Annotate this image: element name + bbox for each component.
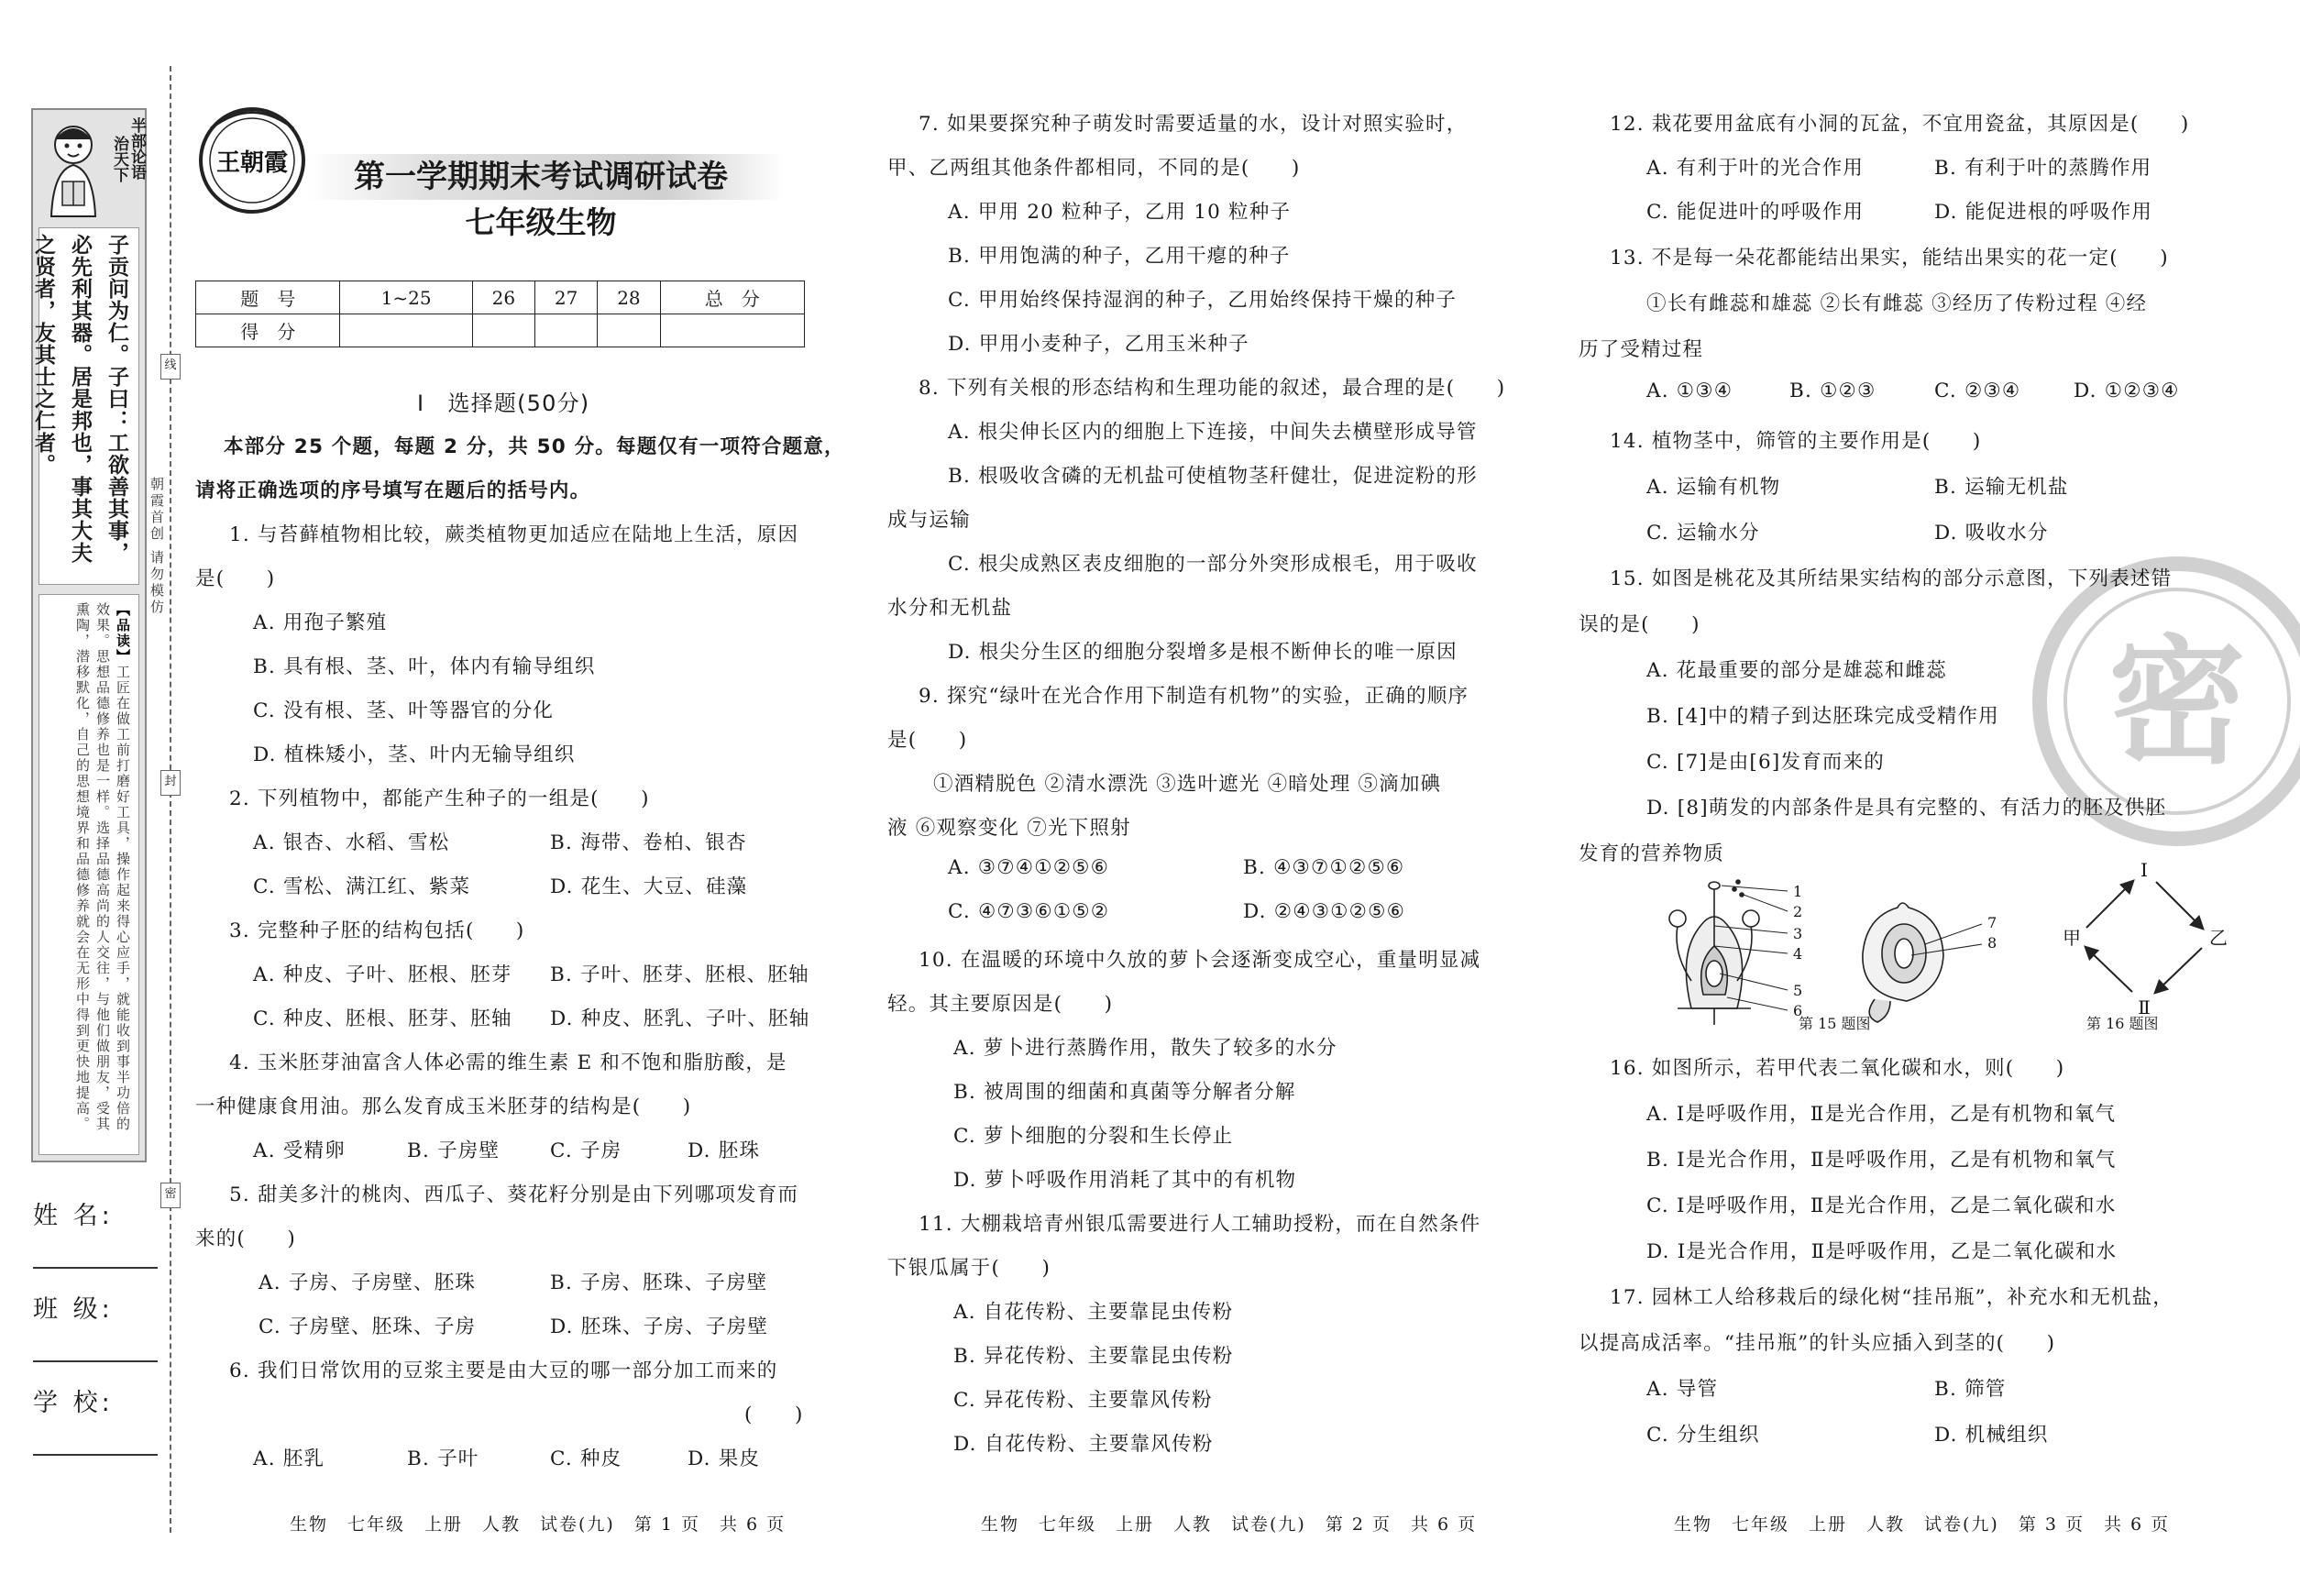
page1-line: 请将正确选项的序号填写在题后的括号内。: [195, 479, 591, 502]
page2-line: 11. 大棚栽培青州银瓜需要进行人工辅助授粉，而在自然条件: [919, 1213, 1481, 1236]
page2-line: A. 甲用 20 粒种子，乙用 10 粒种子: [948, 201, 1292, 224]
fig16-label-left: 甲: [2063, 927, 2081, 949]
page3-line: 13. 不是每一朵花都能结出果实，能结出果实的花一定( ): [1610, 247, 2169, 270]
page3-line: C. Ⅰ是呼吸作用，Ⅱ是光合作用，乙是二氧化碳和水: [1646, 1194, 2117, 1217]
wangzhaoxia-logo: [193, 101, 312, 220]
page1-line: B. 子叶: [407, 1447, 479, 1470]
figure-16: [2053, 853, 2237, 1018]
page2-line: 10. 在温暖的环境中久放的萝卜会逐渐变成空心，重量明显减: [919, 949, 1481, 972]
page2-line: C. 甲用始终保持湿润的种子，乙用始终保持干燥的种子: [948, 289, 1458, 312]
school-line: [33, 1454, 158, 1456]
page1-line: 5. 甜美多汁的桃肉、西瓜子、葵花籽分别是由下列哪项发育而: [229, 1183, 799, 1206]
page3-line: D. 能促进根的呼吸作用: [1934, 201, 2153, 224]
fig16-label-bottom: Ⅱ: [2138, 996, 2151, 1018]
page2-line: 下银瓜属于( ): [887, 1257, 1051, 1280]
page1-line: D. 果皮: [688, 1447, 761, 1470]
page3-line: C. 运输水分: [1646, 522, 1760, 545]
page2-footer: 生物 七年级 上册 人教 试卷(九) 第 2 页 共 6 页: [981, 1514, 1478, 1535]
page3-line: 15. 如图是桃花及其所结果实结构的部分示意图，下列表述错: [1610, 567, 2173, 590]
page3-line: B. 运输无机盐: [1934, 476, 2069, 499]
scholar-mascot-icon: [39, 117, 108, 220]
page1-line: D. 花生、大豆、硅藻: [550, 875, 748, 898]
page2-line: C. 根尖成熟区表皮细胞的一部分外突形成根毛，用于吸收: [948, 553, 1478, 576]
page1-line: A. 受精卵: [253, 1139, 346, 1162]
seal-stamp-watermark: [2026, 550, 2300, 853]
pindu-label: 【品读】: [115, 602, 131, 665]
page2-line: B. ④③⑦①②⑤⑥: [1243, 856, 1405, 879]
page3-line: C. [7]是由[6]发育而来的: [1646, 751, 1885, 774]
page2-line: A. 根尖伸长区内的细胞上下连接，中间失去横壁形成导管: [948, 421, 1478, 444]
page1-line: A. 子房、子房壁、胚珠: [259, 1271, 477, 1294]
page2-line: B. 甲用饱满的种子，乙用干瘪的种子: [948, 245, 1291, 268]
page3-line: B. 有利于叶的蒸腾作用: [1934, 157, 2152, 180]
page1-line: B. 海带、卷柏、银杏: [550, 831, 747, 854]
motto-head-1: 半部论语: [127, 117, 146, 180]
page1-line: A. 胚乳: [253, 1447, 325, 1470]
page3-line: B. Ⅰ是光合作用，Ⅱ是呼吸作用，乙是有机物和氧气: [1646, 1149, 2117, 1172]
page1-line: D. 植株矮小，茎、叶内无输导组织: [253, 743, 576, 766]
page1-line: D. 胚珠、子房、子房壁: [550, 1315, 769, 1338]
seal-cut-line: [170, 66, 171, 1533]
page3-line: A. Ⅰ是呼吸作用，Ⅱ是光合作用，乙是有机物和氧气: [1646, 1103, 2117, 1126]
page1-line: 本部分 25 个题，每题 2 分，共 50 分。每题仅有一项符合题意，: [224, 435, 845, 458]
fig15-label-3: 3: [1793, 925, 1803, 942]
page1-line: 2. 下列植物中，都能产生种子的一组是( ): [229, 787, 650, 810]
peach-flower-drawing: [1669, 880, 1759, 1025]
page2-line: 成与运输: [887, 509, 971, 532]
stamp-text: 密: [2107, 623, 2247, 783]
class-label: 班 级:: [33, 1295, 114, 1324]
page2-line: A. 萝卜进行蒸腾作用，散失了较多的水分: [953, 1037, 1337, 1060]
page2-line: B. 根吸收含磷的无机盐可使植物茎秆健壮，促进淀粉的形: [948, 465, 1478, 488]
page3-line: 发育的营养物质: [1579, 842, 1724, 865]
page1-line: ( ): [744, 1403, 804, 1426]
page1-line: A. 银杏、水稻、雪松: [253, 831, 450, 854]
cut-mark-xian: 线: [160, 354, 181, 380]
page3-line: D. 吸收水分: [1934, 522, 2049, 545]
page2-line: D. 根尖分生区的细胞分裂增多是根不断伸长的唯一原因: [948, 641, 1458, 664]
class-line: [33, 1360, 158, 1362]
page3-line: C. ②③④: [1934, 380, 2021, 402]
fig15-label-4: 4: [1793, 945, 1803, 963]
motto-panel: [31, 108, 147, 1162]
score-input-cell[interactable]: [598, 314, 660, 347]
page1-line: 6. 我们日常饮用的豆浆主要是由大豆的哪一部分加工而来的: [229, 1359, 778, 1382]
page1-line: C. 没有根、茎、叶等器官的分化: [253, 699, 555, 722]
page3-line: 以提高成活率。“挂吊瓶”的针头应插入到茎的( ): [1579, 1332, 2056, 1355]
page3-line: 历了受精过程: [1579, 338, 1704, 361]
page3-line: 12. 栽花要用盆底有小洞的瓦盆，不宜用瓷盆，其原因是( ): [1610, 113, 2190, 136]
page1-line: B. 具有根、茎、叶，体内有输导组织: [253, 655, 596, 678]
exam-title: 第一学期期末考试调研试卷: [354, 159, 728, 195]
pindu-panel: [39, 594, 139, 1155]
page3-line: A. 运输有机物: [1646, 476, 1781, 499]
class-field[interactable]: [33, 1285, 158, 1379]
page2-line: B. 被周围的细菌和真菌等分解者分解: [953, 1081, 1296, 1104]
page3-line: C. 能促进叶的呼吸作用: [1646, 201, 1865, 224]
page3-line: ①长有雌蕊和雄蕊 ②长有雌蕊 ③经历了传粉过程 ④经: [1646, 292, 2148, 315]
page2-line: D. 萝卜呼吸作用消耗了其中的有机物: [953, 1169, 1297, 1192]
score-input-cell[interactable]: [660, 314, 804, 347]
name-label: 姓 名:: [33, 1202, 114, 1230]
score-cell: 27: [535, 281, 598, 314]
score-table: [195, 281, 805, 347]
name-line: [33, 1267, 158, 1269]
page1-line: D. 种皮、胚乳、子叶、胚轴: [550, 1007, 810, 1030]
fig15-label-7: 7: [1987, 914, 1997, 931]
score-cell: 总 分: [660, 281, 804, 314]
page1-line: 3. 完整种子胚的结构包括( ): [229, 919, 525, 942]
page3-line: A. 有利于叶的光合作用: [1646, 157, 1865, 180]
page3-line: 17. 园林工人给移栽后的绿化树“挂吊瓶”，补充水和无机盐，: [1610, 1286, 2174, 1309]
page1-line: 1. 与苔藓植物相比较，蕨类植物更加适应在陆地上生活，原因: [229, 523, 799, 546]
page3-line: 14. 植物茎中，筛管的主要作用是( ): [1610, 430, 1982, 453]
page3-line: A. ①③④: [1646, 380, 1733, 402]
page1-line: 来的( ): [195, 1227, 296, 1250]
score-cell: 题 号: [196, 281, 340, 314]
page2-line: 液 ⑥观察变化 ⑦光下照射: [887, 817, 1131, 840]
section-title: Ⅰ 选择题(50分): [417, 391, 590, 416]
score-input-cell[interactable]: [535, 314, 598, 347]
page2-line: 7. 如果要探究种子萌发时需要适量的水，设计对照实验时，: [919, 113, 1468, 136]
fig15-caption: 第 15 题图: [1799, 1015, 1871, 1032]
page2-line: 9. 探究“绿叶在光合作用下制造有机物”的实验，正确的顺序: [919, 685, 1469, 708]
logo-text: 王朝霞: [215, 149, 289, 177]
page3-footer: 生物 七年级 上册 人教 试卷(九) 第 3 页 共 6 页: [1674, 1514, 2171, 1535]
page3-line: A. 导管: [1646, 1378, 1719, 1401]
cut-mark-feng: 封: [160, 770, 181, 796]
page1-line: B. 子房、胚珠、子房壁: [550, 1271, 768, 1294]
page3-line: B. ①②③: [1789, 380, 1876, 402]
page1-line: D. 胚珠: [688, 1139, 761, 1162]
fig16-label-top: Ⅰ: [2140, 859, 2148, 881]
page2-line: D. 甲用小麦种子，乙用玉米种子: [948, 333, 1249, 356]
fig15-label-2: 2: [1793, 903, 1803, 920]
score-cell: 28: [598, 281, 660, 314]
score-cell: 26: [472, 281, 534, 314]
page2-line: 甲、乙两组其他条件都相同，不同的是( ): [887, 157, 1301, 180]
fig15-label-6: 6: [1793, 1002, 1803, 1019]
page3-line: D. [8]萌发的内部条件是具有完整的、有活力的胚及供胚: [1646, 797, 2167, 820]
page1-line: 是( ): [195, 567, 276, 590]
page2-line: ①酒精脱色 ②清水漂洗 ③选叶遮光 ④暗处理 ⑤滴加碘: [933, 773, 1442, 796]
fig16-caption: 第 16 题图: [2086, 1015, 2159, 1032]
page2-line: 是( ): [887, 729, 968, 752]
page1-line: 一种健康食用油。那么发育成玉米胚芽的结构是( ): [195, 1095, 692, 1118]
fig15-label-8: 8: [1987, 934, 1997, 952]
analects-quote: 子贡问为仁。子曰：工欲善其事，必先利其器。居是邦也，事其大夫之贤者，友其士之仁者。: [39, 227, 139, 585]
cut-mark-mi: 密: [160, 1183, 181, 1208]
page2-line: B. 异花传粉、主要靠昆虫传粉: [953, 1345, 1234, 1368]
school-label: 学 校:: [33, 1389, 114, 1417]
page3-line: D. ①②③④: [2074, 380, 2180, 402]
page2-line: 8. 下列有关根的形态结构和生理功能的叙述，最合理的是( ): [919, 377, 1506, 400]
page1-line: C. 种皮、胚根、胚芽、胚轴: [253, 1007, 512, 1030]
page1-line: C. 雪松、满江红、紫菜: [253, 875, 471, 898]
page3-line: D. Ⅰ是光合作用，Ⅱ是呼吸作用，乙是二氧化碳和水: [1646, 1240, 2118, 1263]
page1-line: B. 子叶、胚芽、胚根、胚轴: [550, 963, 809, 986]
page3-line: 16. 如图所示，若甲代表二氧化碳和水，则( ): [1610, 1057, 2065, 1080]
page1-footer: 生物 七年级 上册 人教 试卷(九) 第 1 页 共 6 页: [290, 1514, 787, 1535]
copyright-note: 朝霞首创 请勿模仿: [149, 477, 165, 616]
figure-15: [1650, 871, 2035, 1027]
pindu-text: 工匠在做工前打磨好工具，操作起来得心应手，就能收到事半功倍的效果。思想品德修养也是一样。选择品德高尚的人交往，与他们做朋友，受其熏陶，潜移默化，自己的思想境界和品德修养就会在无形中得到更快地提高。: [74, 602, 131, 1132]
fig15-label-1: 1: [1793, 883, 1803, 900]
page1-line: 4. 玉米胚芽油富含人体必需的维生素 E 和不饱和脂肪酸，是: [229, 1051, 787, 1074]
page3-line: D. 机械组织: [1934, 1424, 2049, 1447]
motto-head-2: 治天下: [110, 136, 128, 182]
motto-heading: [110, 117, 146, 220]
student-info-fields: [33, 1192, 158, 1472]
score-input-cell[interactable]: [340, 314, 472, 347]
page1-line: C. 种皮: [550, 1447, 622, 1470]
page1-line: C. 子房: [550, 1139, 622, 1162]
page1-line: A. 种皮、子叶、胚根、胚芽: [253, 963, 512, 986]
page2-line: D. 自花传粉、主要靠风传粉: [953, 1433, 1214, 1456]
page3-line: C. 分生组织: [1646, 1424, 1760, 1447]
page1-line: A. 用孢子繁殖: [253, 611, 388, 634]
page2-line: D. ②④③①②⑤⑥: [1243, 900, 1406, 923]
school-field[interactable]: [33, 1379, 158, 1472]
page1-line: C. 子房壁、胚珠、子房: [259, 1315, 477, 1338]
page2-line: C. 异花传粉、主要靠风传粉: [953, 1389, 1213, 1412]
page2-line: 轻。其主要原因是( ): [887, 993, 1114, 1016]
fig16-label-right: 乙: [2209, 927, 2228, 949]
page2-line: 水分和无机盐: [887, 597, 1013, 620]
score-table-header-row: [196, 281, 805, 314]
page2-line: A. ③⑦④①②⑤⑥: [948, 856, 1110, 879]
fig15-label-5: 5: [1793, 982, 1803, 999]
page3-line: 误的是( ): [1579, 613, 1700, 636]
score-table-score-row: [196, 314, 805, 347]
peach-fruit-drawing: [1863, 903, 1943, 1022]
exam-subtitle: 七年级生物: [465, 204, 617, 240]
page3-line: B. [4]中的精子到达胚珠完成受精作用: [1646, 705, 1999, 728]
page2-line: C. ④⑦③⑥①⑤②: [948, 900, 1110, 923]
score-cell: 得 分: [196, 314, 340, 347]
page3-line: A. 花最重要的部分是雄蕊和雌蕊: [1646, 659, 1947, 682]
name-field[interactable]: [33, 1192, 158, 1285]
page1-line: B. 子房壁: [407, 1139, 501, 1162]
page3-line: B. 筛管: [1934, 1378, 2007, 1401]
page2-line: C. 萝卜细胞的分裂和生长停止: [953, 1125, 1234, 1148]
score-cell: 1~25: [340, 281, 472, 314]
page2-line: A. 自花传粉、主要靠昆虫传粉: [953, 1301, 1234, 1324]
score-input-cell[interactable]: [472, 314, 534, 347]
